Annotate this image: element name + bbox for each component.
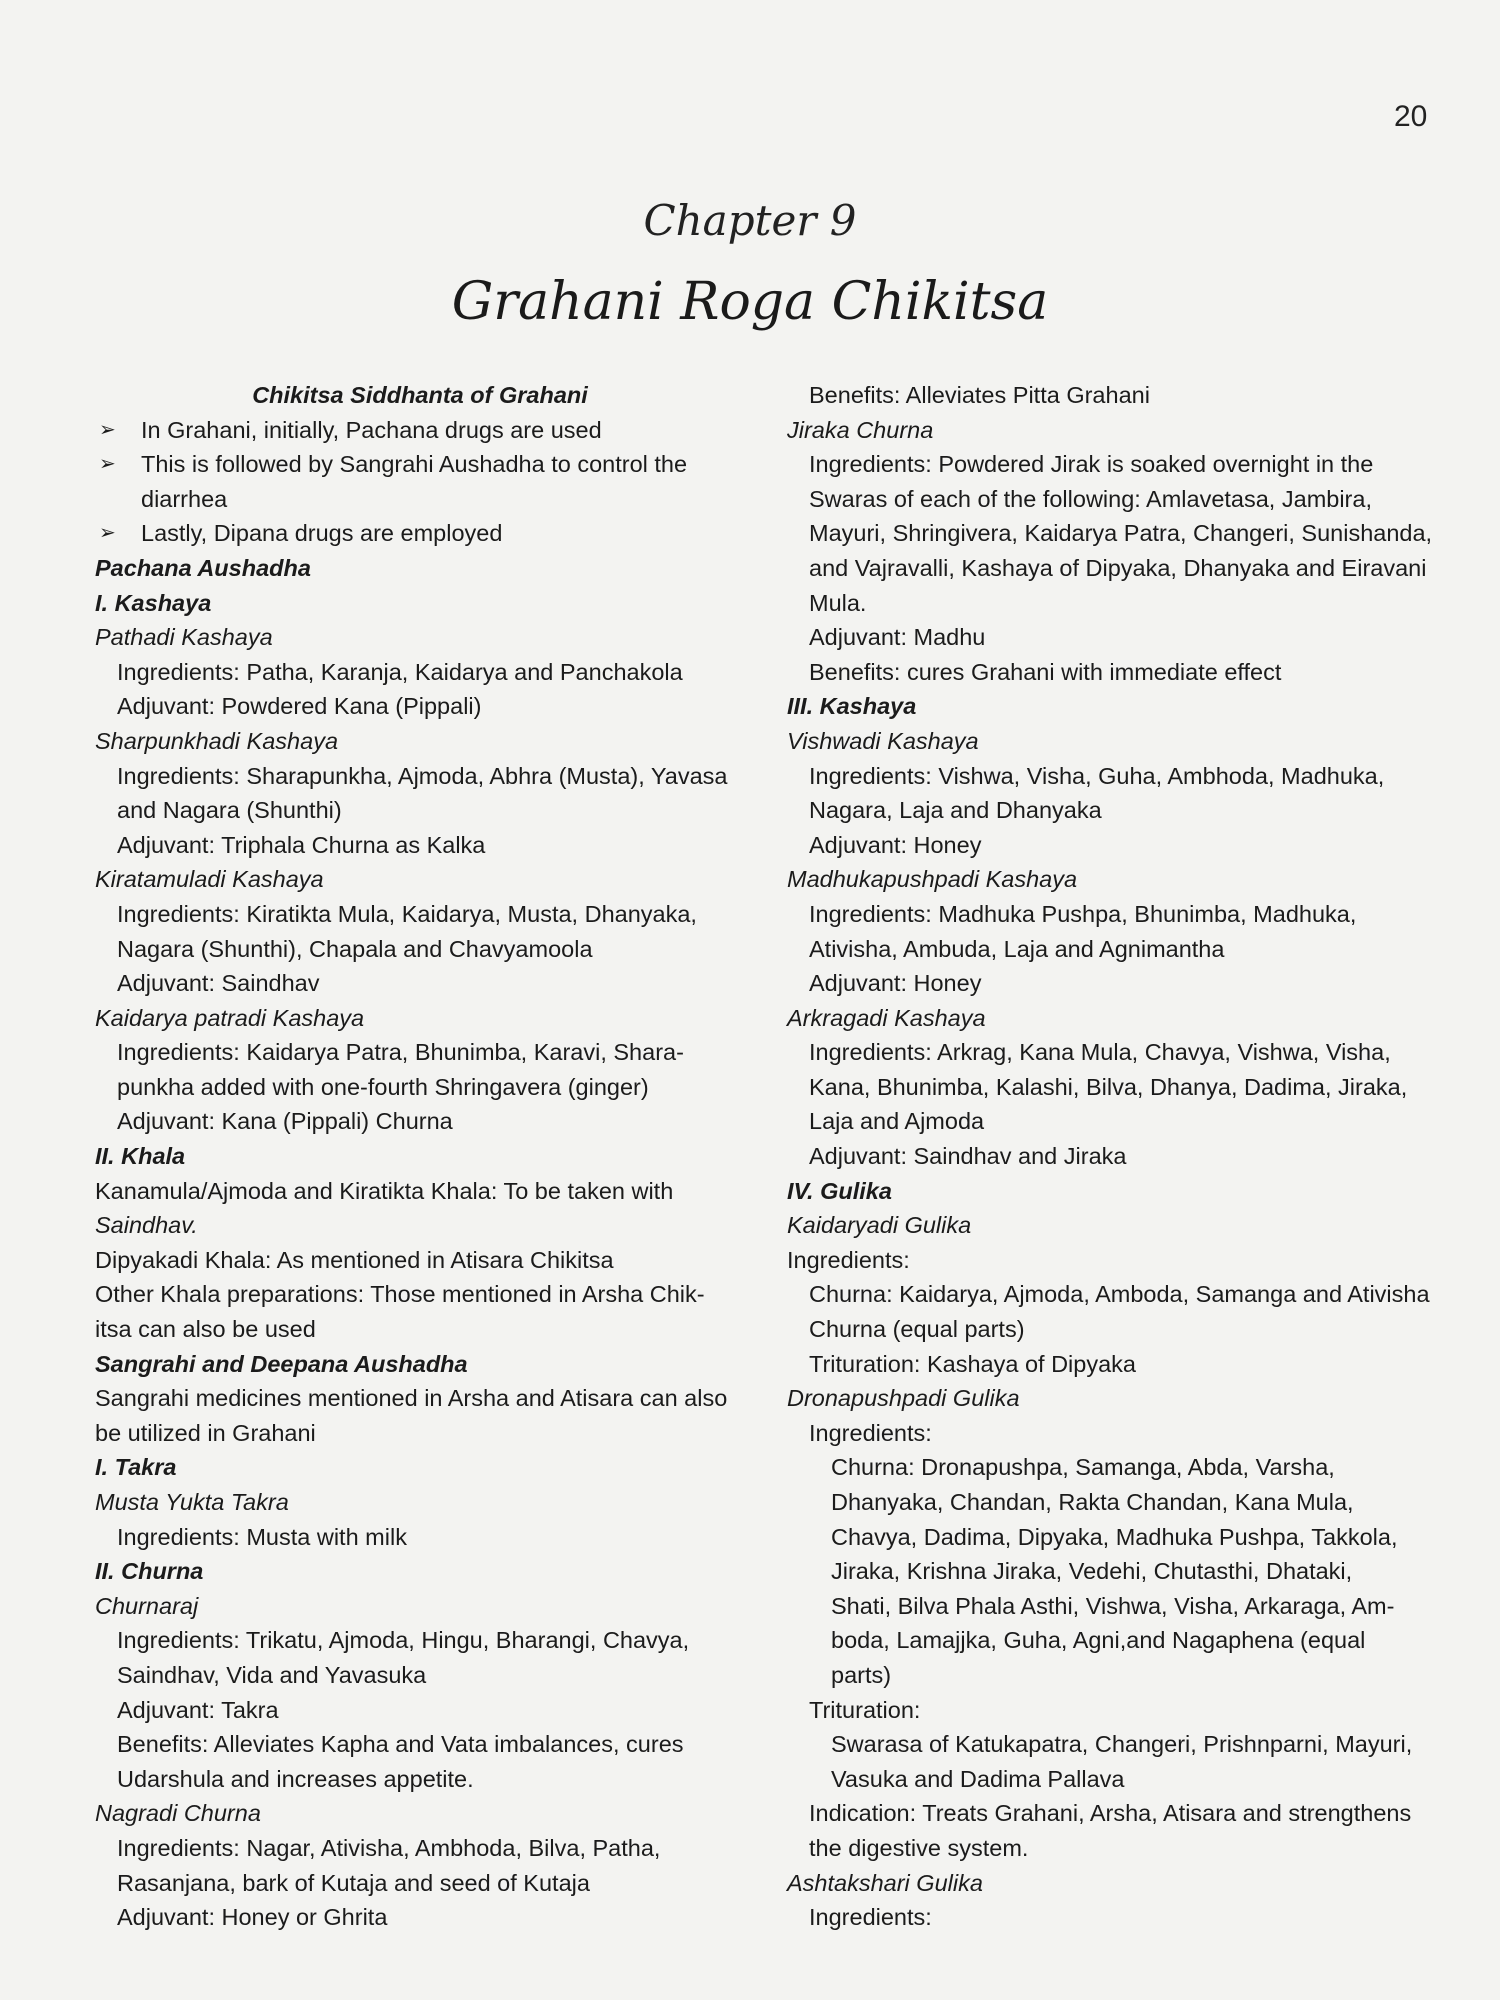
text-line: Nagara (Shunthi), Chapala and Chavyamoola bbox=[117, 935, 593, 962]
text-line: boda, Lamajjka, Guha, Agni,and Nagaphena (equal bbox=[831, 1627, 1366, 1654]
text-line: Ingredients: Patha, Karanja, Kaidarya and Panchakola bbox=[117, 658, 683, 685]
text-line: Ingredients: Sharapunkha, Ajmoda, Abhra (Musta), Yavasa bbox=[117, 762, 728, 789]
text-line: Ingredients: Nagar, Ativisha, Ambhoda, Bilva, Patha, bbox=[117, 1834, 661, 1861]
formulation-name: Nagradi Churna bbox=[95, 1800, 261, 1827]
text-line: Nagara, Laja and Dhanyaka bbox=[809, 797, 1102, 824]
text-line: and Nagara (Shunthi) bbox=[117, 797, 342, 824]
text-line: Chavya, Dadima, Dipyaka, Madhuka Pushpa, Takkola, bbox=[831, 1523, 1398, 1550]
text-line: Ingredients: Arkrag, Kana Mula, Chavya, Vishwa, Visha, bbox=[809, 1039, 1391, 1066]
text-line: Ingredients: bbox=[787, 1246, 910, 1273]
text-line: Ativisha, Ambuda, Laja and Agnimantha bbox=[809, 935, 1225, 962]
text-line: Adjuvant: Honey bbox=[809, 831, 982, 858]
text-line: Trituration: Kashaya of Dipyaka bbox=[809, 1350, 1136, 1377]
text-line: Swaras of each of the following: Amlavetasa, Jambira, bbox=[809, 485, 1372, 512]
formulation-name: Kaidaryadi Gulika bbox=[787, 1212, 972, 1239]
text-line: Ingredients: Trikatu, Ajmoda, Hingu, Bharangi, Chavya, bbox=[117, 1627, 690, 1654]
text-line: Saindhav. bbox=[95, 1212, 198, 1239]
numbered-heading: I. Kashaya bbox=[95, 589, 212, 616]
bullet-text: In Grahani, initially, Pachana drugs are used bbox=[141, 416, 602, 443]
numbered-heading: IV. Gulika bbox=[787, 1177, 892, 1204]
formulation-name: Madhukapushpadi Kashaya bbox=[787, 866, 1078, 893]
text-line: Adjuvant: Takra bbox=[117, 1696, 279, 1723]
numbered-heading: II. Churna bbox=[95, 1558, 204, 1585]
text-line: Vasuka and Dadima Pallava bbox=[831, 1765, 1125, 1792]
page-number: 20 bbox=[1394, 100, 1428, 133]
formulation-name: Pathadi Kashaya bbox=[95, 624, 273, 651]
text-line: Dipyakadi Khala: As mentioned in Atisara Chikitsa bbox=[95, 1246, 614, 1273]
text-line: Kana, Bhunimba, Kalashi, Bilva, Dhanya, Dadima, Jiraka, bbox=[809, 1073, 1408, 1100]
text-line: Laja and Ajmoda bbox=[809, 1108, 985, 1135]
text-line: Trituration: bbox=[809, 1696, 921, 1723]
text-line: Jiraka, Krishna Jiraka, Vedehi, Chutasthi, Dhataki, bbox=[831, 1558, 1353, 1585]
text-line: Saindhav, Vida and Yavasuka bbox=[117, 1661, 427, 1688]
text-line: Ingredients: bbox=[809, 1419, 932, 1446]
formulation-name: Jiraka Churna bbox=[787, 416, 934, 443]
formulation-name: Dronapushpadi Gulika bbox=[787, 1385, 1020, 1412]
text-line: Benefits: Alleviates Pitta Grahani bbox=[809, 382, 1150, 408]
bullet-item bbox=[95, 516, 745, 551]
text-line: punkha added with one-fourth Shringavera (ginger) bbox=[117, 1073, 649, 1100]
text-line: Indication: Treats Grahani, Arsha, Atisara and strengthens bbox=[809, 1800, 1412, 1827]
text-line: Ingredients: Powdered Jirak is soaked overnight in the bbox=[809, 451, 1374, 478]
text-line: Adjuvant: Saindhav bbox=[117, 970, 320, 997]
text-line: Ingredients: bbox=[809, 1904, 932, 1931]
arrow-bullet-icon: ➢ bbox=[99, 453, 116, 476]
formulation-name: Musta Yukta Takra bbox=[95, 1489, 289, 1515]
text-line: Adjuvant: Kana (Pippali) Churna bbox=[117, 1108, 453, 1135]
formulation-name: Arkragadi Kashaya bbox=[787, 1004, 986, 1031]
numbered-heading: II. Khala bbox=[95, 1143, 186, 1170]
numbered-heading: I. Takra bbox=[95, 1454, 177, 1481]
text-line: parts) bbox=[831, 1661, 892, 1688]
text-line: Churna: Dronapushpa, Samanga, Abda, Varsha, bbox=[831, 1454, 1335, 1481]
text-line: Rasanjana, bark of Kutaja and seed of Kutaja bbox=[117, 1869, 590, 1896]
arrow-bullet-icon: ➢ bbox=[99, 522, 116, 545]
text-line: Adjuvant: Triphala Churna as Kalka bbox=[117, 831, 486, 858]
text-line: Swarasa of Katukapatra, Changeri, Prishnparni, Mayuri, bbox=[831, 1731, 1413, 1758]
left-column bbox=[95, 378, 745, 1935]
text-line: Adjuvant: Powdered Kana (Pippali) bbox=[117, 693, 482, 720]
text-line: Churna: Kaidarya, Ajmoda, Amboda, Samanga and Ativisha bbox=[809, 1281, 1430, 1308]
text-line: Adjuvant: Madhu bbox=[809, 624, 986, 651]
text-line: Adjuvant: Saindhav and Jiraka bbox=[809, 1143, 1127, 1170]
text-line: Ingredients: Vishwa, Visha, Guha, Ambhoda, Madhuka, bbox=[809, 762, 1385, 789]
text-line: Shati, Bilva Phala Asthi, Vishwa, Visha, Arkaraga, Am- bbox=[831, 1592, 1395, 1619]
formulation-name: Kiratamuladi Kashaya bbox=[95, 866, 324, 893]
bullet-continuation: diarrhea bbox=[141, 485, 228, 512]
bullet-text: This is followed by Sangrahi Aushadha to control the bbox=[141, 451, 688, 478]
formulation-name: Churnaraj bbox=[95, 1592, 199, 1619]
section-heading: Sangrahi and Deepana Aushadha bbox=[95, 1350, 468, 1377]
chapter-label: Chapter 9 bbox=[643, 196, 857, 245]
arrow-bullet-icon: ➢ bbox=[99, 418, 116, 441]
text-line: Dhanyaka, Chandan, Rakta Chandan, Kana Mula, bbox=[831, 1489, 1354, 1515]
bullet-item bbox=[95, 447, 745, 482]
bullet-text: Lastly, Dipana drugs are employed bbox=[141, 520, 503, 547]
text-line: Adjuvant: Honey bbox=[809, 970, 982, 997]
formulation-name: Kaidarya patradi Kashaya bbox=[95, 1004, 365, 1031]
text-line: the digestive system. bbox=[809, 1834, 1029, 1861]
text-line: Udarshula and increases appetite. bbox=[117, 1765, 474, 1792]
text-line: Ingredients: Madhuka Pushpa, Bhunimba, Madhuka, bbox=[809, 900, 1357, 927]
text-line: Benefits: cures Grahani with immediate effect bbox=[809, 658, 1282, 685]
bullet-item bbox=[95, 413, 745, 448]
text-line: Churna (equal parts) bbox=[809, 1316, 1025, 1343]
section-heading: Chikitsa Siddhanta of Grahani bbox=[252, 382, 588, 408]
text-line: Adjuvant: Honey or Ghrita bbox=[117, 1904, 388, 1931]
text-line: be utilized in Grahani bbox=[95, 1419, 316, 1446]
numbered-heading: III. Kashaya bbox=[787, 693, 917, 720]
text-line: Kanamula/Ajmoda and Kiratikta Khala: To be taken with bbox=[95, 1177, 674, 1204]
chapter-title: Grahani Roga Chikitsa bbox=[451, 272, 1049, 332]
formulation-name: Ashtakshari Gulika bbox=[787, 1869, 983, 1896]
text-line: Benefits: Alleviates Kapha and Vata imbalances, cures bbox=[117, 1731, 684, 1758]
text-line: Ingredients: Kaidarya Patra, Bhunimba, Karavi, Shara- bbox=[117, 1039, 684, 1066]
text-line: Other Khala preparations: Those mentioned in Arsha Chik- bbox=[95, 1281, 705, 1308]
formulation-name: Sharpunkhadi Kashaya bbox=[95, 727, 339, 754]
text-line: Mula. bbox=[809, 589, 867, 616]
formulation-name: Vishwadi Kashaya bbox=[787, 727, 979, 754]
section-heading: Pachana Aushadha bbox=[95, 554, 311, 581]
text-line: itsa can also be used bbox=[95, 1316, 316, 1343]
text-line: Sangrahi medicines mentioned in Arsha and Atisara can also bbox=[95, 1385, 728, 1412]
text-line: and Vajravalli, Kashaya of Dipyaka, Dhanyaka and Eiravani bbox=[809, 554, 1427, 581]
text-line: Mayuri, Shringivera, Kaidarya Patra, Changeri, Sunishanda, bbox=[809, 520, 1433, 547]
right-column bbox=[787, 378, 1433, 1935]
text-line: Ingredients: Musta with milk bbox=[117, 1523, 407, 1550]
text-line: Ingredients: Kiratikta Mula, Kaidarya, Musta, Dhanyaka, bbox=[117, 900, 697, 927]
